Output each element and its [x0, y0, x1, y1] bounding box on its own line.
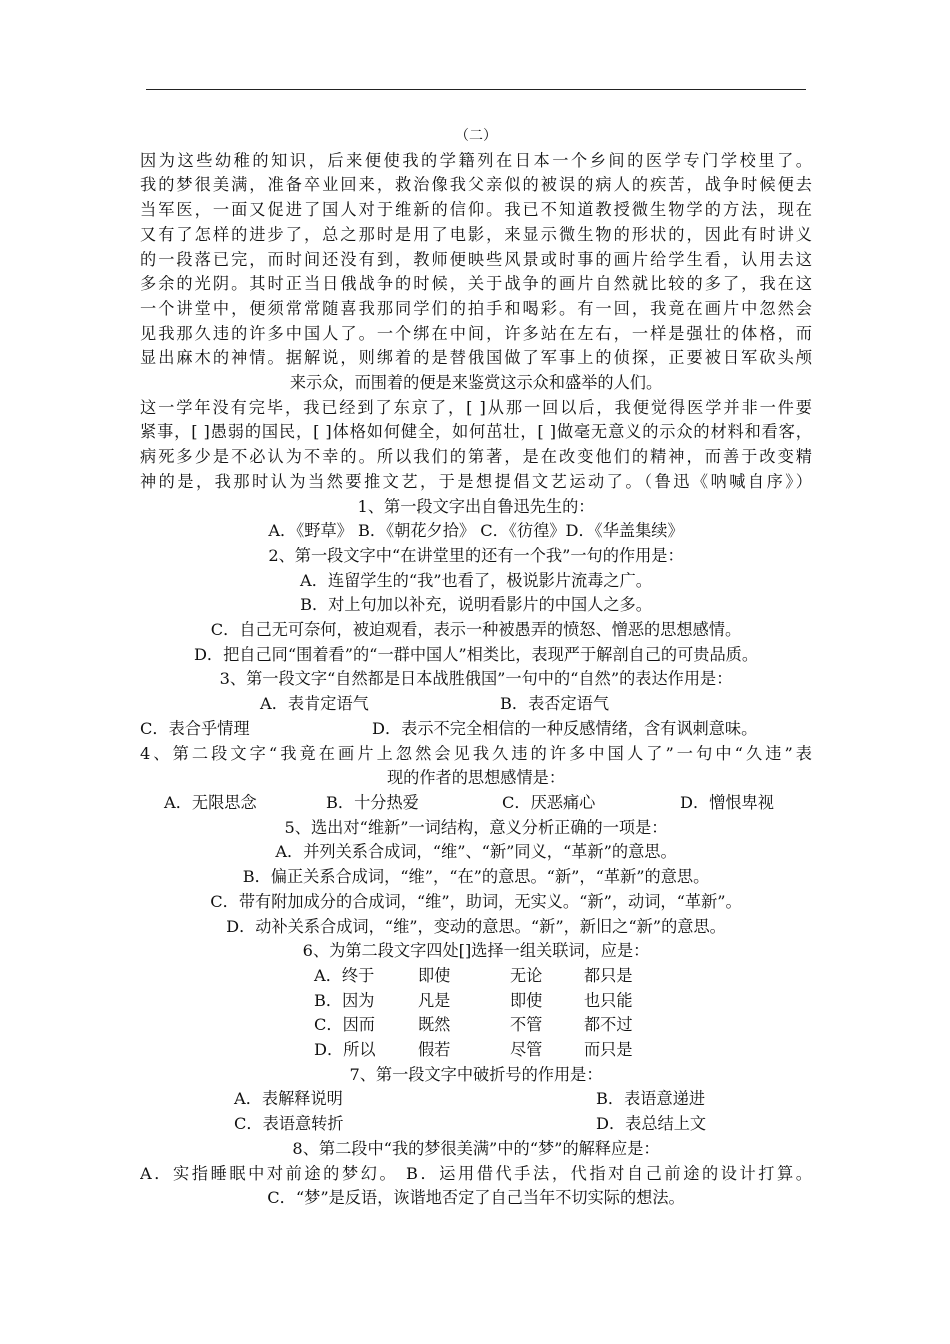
option-word: 都只是: [584, 965, 633, 985]
option-a: A．表解释说明: [234, 1089, 343, 1109]
option-row: [314, 964, 812, 989]
passage-line: 的一段落已完，而时间还没有到，教师便映些风景或时事的画片给学生看，认用去这: [140, 249, 812, 269]
option-row: [314, 989, 812, 1014]
option-d: D．所以: [314, 1040, 376, 1060]
option-row: [140, 1087, 812, 1112]
option-c: C．厌恶痛心: [502, 792, 596, 812]
option-word: 无论: [510, 965, 543, 985]
question-stem: 3、第一段文字“自然都是日本战胜俄国”一句中的“自然”的表达作用是：: [219, 669, 733, 689]
option-word: 也只能: [584, 990, 633, 1010]
header-rule: [146, 89, 806, 90]
option-b: B．对上句加以补充，说明看影片的中国人之多。: [300, 595, 652, 615]
passage-line: 因为这些幼稚的知识，后来便使我的学籍列在日本一个乡间的医学专门学校里了。: [140, 150, 812, 170]
passage-line: 神的是，我那时认为当然要推文艺，于是想提倡文艺运动了。（鲁迅《呐喊自序》）: [140, 471, 812, 491]
option-c: C．表合乎情理: [140, 718, 250, 738]
question-stem: 4、第二段文字“我竟在画片上忽然会见我久违的许多中国人了”一句中“久违”表: [140, 743, 812, 763]
option-row: [140, 692, 812, 717]
option-b: B．十分热爱: [326, 792, 419, 812]
option-c: C．因而: [314, 1015, 375, 1035]
option-word: 凡是: [418, 990, 451, 1010]
option-word: 都不过: [584, 1015, 633, 1035]
option-word: 即使: [418, 965, 451, 985]
option-a: A．连留学生的“我”也看了，极说影片流毒之广。: [300, 570, 652, 590]
option-c: C．带有附加成分的合成词，“维”，助词，无实义。“新”，动词，“革新”。: [210, 891, 742, 911]
question-stem: 8、第二段中“我的梦很美满”中的“梦”的解释应是：: [292, 1138, 660, 1158]
question-stem: 7、第一段文字中破折号的作用是：: [349, 1064, 603, 1084]
option-b: B．偏正关系合成词，“维”，“在”的意思。“新”，“革新”的意思。: [242, 867, 710, 887]
question-5: [140, 816, 812, 940]
option-word: 不管: [510, 1015, 543, 1035]
option-row: [140, 1112, 812, 1137]
passage-line: 多余的光阴。其时正当日俄战争的时候，关于战争的画片自然就比较的多了，我在这: [140, 274, 812, 294]
passage-line: 病死多少是不必认为不幸的。所以我们的第著，是在改变他们的精神，而善于改变精: [140, 447, 812, 467]
question-3: [140, 667, 812, 741]
option-d: D．表总结上文: [596, 1114, 707, 1134]
question-4: [140, 742, 812, 816]
option-b: B．因为: [314, 990, 375, 1010]
option-word: 假若: [418, 1040, 451, 1060]
passage-line: 我的梦很美满，准备卒业回来，救治像我父亲似的被误的病人的疾苦，战争时候便去: [140, 175, 812, 195]
passage-line: 显出麻木的神情。据解说，则绑着的是替俄国做了军事上的侦探，正要被日军砍头颅: [140, 348, 812, 368]
passage-line: 当军医，一面又促进了国人对于维新的信仰。我已不知道教授微生物学的方法，现在: [140, 200, 812, 220]
option-d: D．表示不完全相信的一种反感情绪，含有讽刺意味。: [372, 718, 758, 738]
option-word: 尽管: [510, 1040, 543, 1060]
option-c: C．表语意转折: [234, 1114, 344, 1134]
passage-line: 又有了怎样的进步了，总之那时是用了电影，来显示微生物的形状的，因此有时讲义: [140, 224, 812, 244]
option-b: B．表否定语气: [500, 694, 610, 714]
option-c: C．自己无可奈何，被迫观看，表示一种被愚弄的愤怒、憎恶的思想感情。: [210, 620, 742, 640]
passage-line: 这一学年没有完毕，我已经到了东京了，[ ]从那一回以后，我便觉得医学并非一件要: [140, 397, 812, 417]
document-page: [140, 124, 812, 1211]
option-row: [314, 1038, 812, 1063]
question-6: [140, 939, 812, 1063]
option-a: A．终于: [314, 965, 375, 985]
question-stem: 2、第一段文字中“在讲堂里的还有一个我”一句的作用是：: [268, 545, 684, 565]
passage-line: 紧事，[ ]愚弱的国民，[ ]体格如何健全，如何茁壮，[ ]做毫无意义的示众的材料和看客，: [140, 422, 812, 442]
option-d: D．把自己同“围着看”的“一群中国人”相类比，表现严于解剖自己的可贵品质。: [193, 644, 759, 664]
option-a: A．无限思念: [164, 792, 257, 812]
question-stem: 1、第一段文字出自鲁迅先生的：: [357, 496, 595, 516]
option-d: D．动补关系合成词，“维”，变动的意思。“新”，新旧之“新”的意思。: [226, 916, 726, 936]
option-c: C．“梦”是反语，诙谐地否定了自己当年不切实际的想法。: [267, 1188, 685, 1208]
question-stem: 5、选出对“维新”一词结构，意义分析正确的一项是：: [284, 817, 668, 837]
option-row: [140, 717, 812, 742]
question-2: [140, 544, 812, 668]
passage-line: 来示众，而围着的便是来鉴赏这示众和盛举的人们。: [289, 373, 663, 393]
question-options: A．《野草》 B．《朝花夕拾》 C．《彷徨》D．《华盖集续》: [268, 521, 684, 541]
option-b: B．表语意递进: [596, 1089, 706, 1109]
passage-paragraph-1: [140, 149, 812, 396]
option-a: A．并列关系合成词，“维”、“新”同义，“革新”的意思。: [275, 842, 677, 862]
question-8: [140, 1137, 812, 1211]
section-heading: （二）: [455, 128, 497, 144]
option-a: A．表肯定语气: [260, 694, 369, 714]
question-7: [140, 1063, 812, 1137]
option-d: D．憎恨卑视: [680, 792, 774, 812]
option-word: 即使: [510, 990, 543, 1010]
option-word: 而只是: [584, 1040, 633, 1060]
option-ab: A．实指睡眠中对前途的梦幻。 B．运用借代手法，代指对自己前途的设计打算。: [140, 1163, 812, 1183]
passage-line: 见我那久违的许多中国人了。一个绑在中间，许多站在左右，一样是强壮的体格，而: [140, 323, 812, 343]
passage-line: 一个讲堂中，便须常常随喜我那同学们的拍手和喝彩。有一回，我竟在画片中忽然会: [140, 298, 812, 318]
question-stem: 6、为第二段文字四处[]选择一组关联词，应是：: [302, 941, 650, 961]
option-word: 既然: [418, 1015, 451, 1035]
passage-paragraph-2: [140, 396, 812, 495]
option-row: [314, 1013, 812, 1038]
question-stem-continued: 现的作者的思想感情是：: [386, 768, 566, 788]
option-row: [140, 791, 812, 816]
question-1: [140, 495, 812, 544]
